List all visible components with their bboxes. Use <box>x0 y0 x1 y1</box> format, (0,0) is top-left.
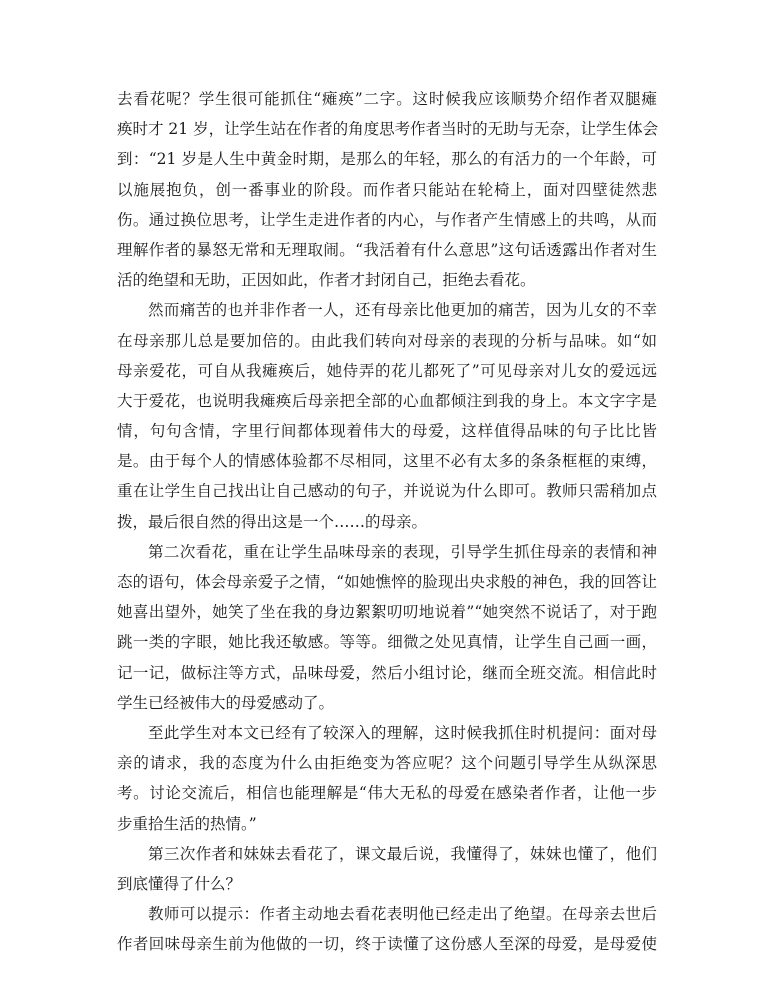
paragraph-3 <box>117 537 657 718</box>
text-line: 跳一类的字眼，她比我还敏感。等等。细微之处见真情，让学生自己画一画， <box>117 633 657 652</box>
text-line: 拨，最后很自然的得出这是一个……的母亲。 <box>117 512 428 531</box>
text-line: 她喜出望外，她笑了坐在我的身边絮絮叨叨地说着”“她突然不说话了，对于跑 <box>117 603 657 622</box>
text-line: 态的语句，体会母亲爱子之情，“如她憔悴的脸现出央求般的神色，我的回答让 <box>117 573 657 591</box>
text-line: 步重拾生活的热情。” <box>117 814 257 833</box>
text-line: 重在让学生自己找出让自己感动的句子，并说说为什么即可。教师只需稍加点 <box>117 482 657 501</box>
text-line: 到底懂得了什么？ <box>117 874 242 893</box>
text-line: 作者回味母亲生前为他做的一切，终于读懂了这份感人至深的母爱，是母爱使 <box>117 935 657 954</box>
text-line: 到：“21 岁是人生中黄金时期，是那么的年轻，那么的有活力的一个年龄，可 <box>117 150 657 169</box>
text-line: 然而痛苦的也并非作者一人，还有母亲比他更加的痛苦，因为儿女的不幸 <box>148 301 657 320</box>
text-line: 学生已经被伟大的母爱感动了。 <box>117 693 335 712</box>
text-line: 理解作者的暴怒无常和无理取闹。“我活着有什么意思”这句话透露出作者对生 <box>117 240 657 259</box>
text-line: 在母亲那儿总是要加倍的。由此我们转向对母亲的表现的分析与品味。如“如 <box>117 331 657 350</box>
text-line: 伤。通过换位思考，让学生走进作者的内心，与作者产生情感上的共鸣，从而 <box>117 210 657 229</box>
text-line: 以施展抱负，创一番事业的阶段。而作者只能站在轮椅上，面对四壁徒然悲 <box>117 180 657 199</box>
text-line: 第二次看花，重在让学生品味母亲的表现，引导学生抓住母亲的表情和神 <box>148 542 657 561</box>
text-line: 教师可以提示：作者主动地去看花表明他已经走出了绝望。在母亲去世后 <box>148 905 657 924</box>
text-line: 至此学生对本文已经有了较深入的理解，这时候我抓住时机提问：面对母 <box>148 723 657 742</box>
text-line: 记一记，做标注等方式，品味母爱，然后小组讨论，继而全班交流。相信此时 <box>117 663 657 682</box>
text-line: 活的绝望和无助，正因如此，作者才封闭自己，拒绝去看花。 <box>117 271 536 290</box>
document-body <box>117 84 657 959</box>
text-line: 痪时才 21 岁，让学生站在作者的角度思考作者当时的无助与无奈，让学生体会 <box>117 120 659 139</box>
text-line: 大于爱花，也说明我瘫痪后母亲把全部的心血都倾注到我的身上。本文字字是 <box>117 391 657 410</box>
text-line: 亲的请求，我的态度为什么由拒绝变为答应呢？这个问题引导学生从纵深思 <box>117 754 657 773</box>
paragraph-6 <box>117 899 657 959</box>
paragraph-5 <box>117 839 657 899</box>
text-line: 是。由于每个人的情感体验都不尽相同，这里不必有太多的条条框框的束缚， <box>117 452 657 471</box>
paragraph-1 <box>117 84 657 295</box>
text-line: 第三次作者和妹妹去看花了，课文最后说，我懂得了，妹妹也懂了，他们 <box>148 844 657 863</box>
text-line: 去看花呢？学生很可能抓住“瘫痪”二字。这时候我应该顺势介绍作者双腿瘫 <box>117 90 657 108</box>
paragraph-4 <box>117 718 657 839</box>
text-line: 母亲爱花，可自从我瘫痪后，她侍弄的花儿都死了”可见母亲对儿女的爱远远 <box>117 361 657 380</box>
paragraph-2 <box>117 295 657 537</box>
text-line: 考。讨论交流后，相信也能理解是“伟大无私的母爱在感染者作者，让他一步 <box>117 784 657 803</box>
text-line: 情，句句含情，字里行间都体现着伟大的母爱，这样值得品味的句子比比皆 <box>117 422 657 441</box>
